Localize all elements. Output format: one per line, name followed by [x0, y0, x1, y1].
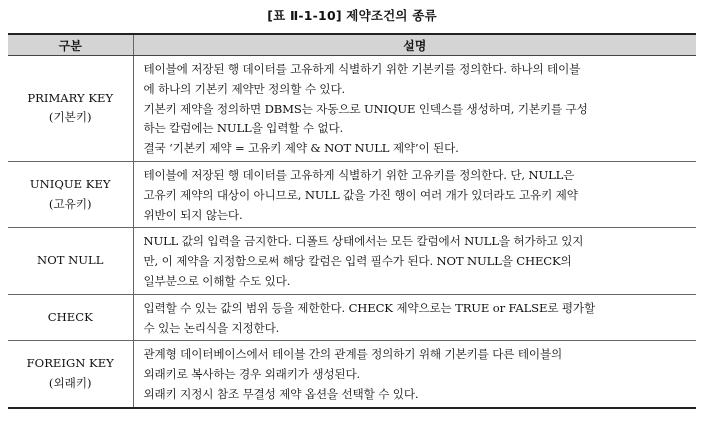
constraint-name: FOREIGN KEY [26, 356, 114, 371]
description-line: 위반이 되지 않는다. [143, 207, 243, 222]
description-line: 외래키로 복사하는 경우 외래키가 생성된다. [143, 367, 361, 382]
description-line: 일부분으로 이해할 수도 있다. [143, 273, 291, 288]
constraint-name-cell [8, 161, 133, 227]
constraint-name: UNIQUE KEY [29, 176, 111, 191]
constraint-description-cell [133, 56, 696, 162]
constraint-name-cell [8, 294, 133, 341]
table-row [8, 294, 696, 341]
description-line: 결국 ‘기본키 제약 = 고유키 제약 & NOT NULL 제약’이 된다. [143, 141, 459, 156]
header-description: 설명 [133, 34, 696, 56]
constraint-name-cell [8, 341, 133, 408]
table-row [8, 341, 696, 408]
constraint-name: CHECK [47, 309, 93, 324]
constraint-description-cell [133, 161, 696, 227]
constraint-description-cell [133, 294, 696, 341]
header-row [8, 34, 696, 56]
constraint-korean-name: (외래키) [48, 376, 92, 391]
table-caption: [표 Ⅱ-1-10] 제약조건의 종류 [267, 8, 437, 23]
description-line: 에 하나의 기본키 제약만 정의할 수 있다. [143, 81, 346, 96]
constraint-korean-name: (기본키) [48, 110, 92, 125]
constraint-korean-name: (고유키) [48, 196, 92, 211]
description-line: 고유키 제약의 대상이 아니므로, NULL 값을 가진 행이 여러 개가 있더라도 고유키 제약 [143, 187, 578, 202]
description-line: 만, 이 제약을 지정함으로써 해당 칼럼은 입력 필수가 된다. NOT NULL을 CHECK의 [143, 254, 572, 269]
header-type: 구분 [8, 34, 133, 56]
description-line: 입력할 수 있는 값의 범위 등을 제한한다. CHECK 제약으로는 TRUE or FALSE로 평가할 [143, 300, 596, 315]
table-row [8, 161, 696, 227]
constraint-types-table [8, 33, 696, 409]
constraint-name: NOT NULL [37, 253, 104, 268]
description-line: 외래키 지정시 참조 무결성 제약 옵션을 선택할 수 있다. [143, 386, 419, 401]
constraint-name-cell [8, 56, 133, 162]
description-line: 수 있는 논리식을 지정한다. [143, 320, 280, 335]
table-row [8, 56, 696, 162]
description-line: 테이블에 저장된 행 데이터를 고유하게 식별하기 위한 고유키를 정의한다. 단, NULL은 [143, 167, 575, 182]
description-line: 기본키 제약을 정의하면 DBMS는 자동으로 UNIQUE 인덱스를 생성하며, 기본키를 구성 [143, 101, 588, 116]
description-line: 관계형 데이터베이스에서 테이블 간의 관계를 정의하기 위해 기본키를 다른 테이블의 [143, 347, 563, 362]
constraint-description-cell [133, 341, 696, 408]
constraint-name: PRIMARY KEY [27, 90, 114, 105]
constraint-name-cell [8, 228, 133, 294]
description-line: 하는 칼럼에는 NULL을 입력할 수 없다. [143, 121, 344, 136]
constraint-description-cell [133, 228, 696, 294]
description-line: 테이블에 저장된 행 데이터를 고유하게 식별하기 위한 기본키를 정의한다. 하나의 테이블 [143, 62, 581, 76]
table-row [8, 228, 696, 294]
description-line: NULL 값의 입력을 금지한다. 디폴트 상태에서는 모든 칼럼에서 NULL을 허가하고 있지 [143, 234, 584, 249]
